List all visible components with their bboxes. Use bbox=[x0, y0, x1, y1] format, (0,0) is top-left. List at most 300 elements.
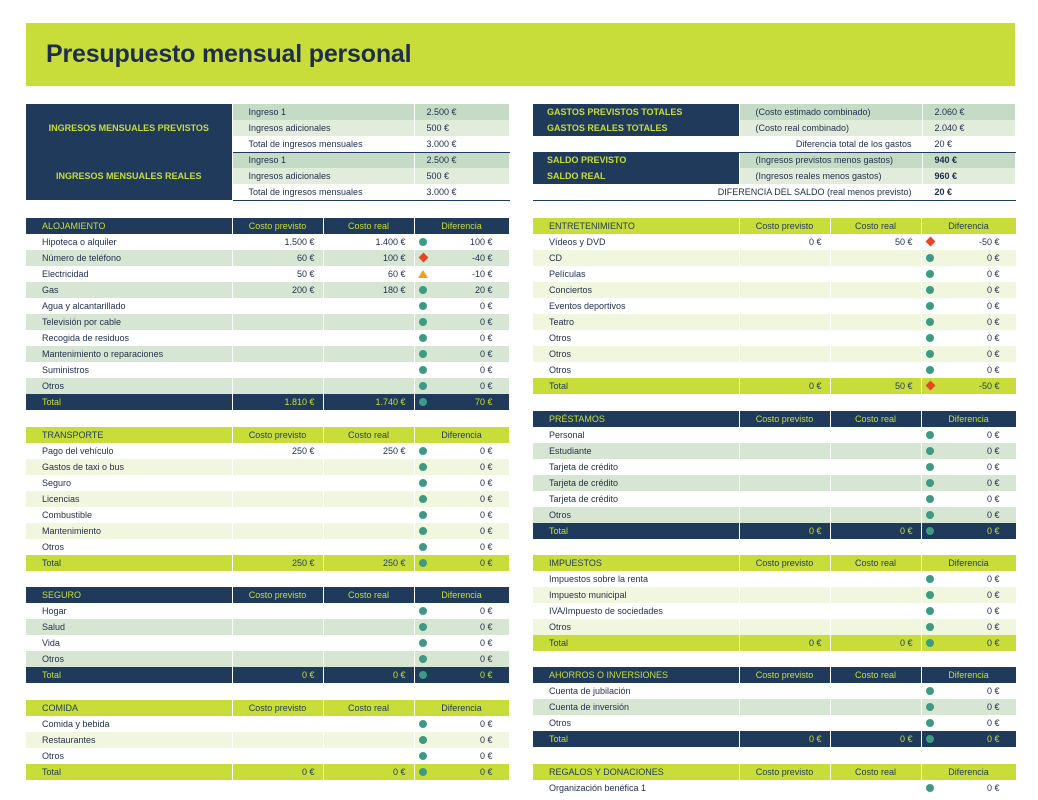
table-row bbox=[26, 459, 509, 475]
section-header bbox=[533, 555, 1016, 571]
green-circle-icon bbox=[926, 607, 934, 615]
green-circle-icon bbox=[419, 511, 427, 519]
column-header-diferencia: Diferencia bbox=[414, 587, 509, 603]
column-header-previsto: Costo previsto bbox=[232, 218, 323, 234]
cost-previsto-cell[interactable]: 1.500 € bbox=[232, 234, 323, 250]
total-previsto: 1.810 € bbox=[232, 394, 323, 410]
cost-previsto-cell[interactable] bbox=[232, 635, 323, 651]
cost-previsto-cell[interactable] bbox=[232, 298, 323, 314]
summary-desc: Diferencia total de los gastos bbox=[533, 136, 922, 152]
difference-cell bbox=[414, 523, 509, 539]
table-row bbox=[533, 507, 1016, 523]
difference-cell bbox=[414, 748, 509, 764]
row-label: Otros bbox=[533, 715, 739, 731]
difference-cell bbox=[921, 250, 1016, 266]
total-real: 0 € bbox=[830, 523, 921, 539]
difference-value: 0 € bbox=[479, 558, 493, 568]
total-difference bbox=[414, 555, 509, 571]
cost-real-cell[interactable] bbox=[323, 507, 414, 523]
cost-real-cell[interactable] bbox=[830, 683, 921, 699]
cost-real-cell[interactable] bbox=[323, 491, 414, 507]
summary-value[interactable]: 2.500 € bbox=[414, 104, 509, 120]
green-circle-icon bbox=[926, 511, 934, 519]
table-row bbox=[26, 250, 509, 266]
cost-previsto-cell[interactable] bbox=[739, 266, 830, 282]
cost-real-cell[interactable] bbox=[830, 619, 921, 635]
comida-table bbox=[26, 700, 510, 780]
difference-value: 0 € bbox=[479, 478, 493, 488]
cost-previsto-cell[interactable]: 50 € bbox=[232, 266, 323, 282]
cost-previsto-cell[interactable] bbox=[232, 378, 323, 394]
cost-previsto-cell[interactable] bbox=[739, 362, 830, 378]
cost-real-cell[interactable] bbox=[323, 330, 414, 346]
difference-value: 0 € bbox=[479, 719, 493, 729]
cost-previsto-cell[interactable] bbox=[739, 683, 830, 699]
cost-previsto-cell[interactable] bbox=[739, 780, 830, 796]
green-circle-icon bbox=[419, 559, 427, 567]
column-header-previsto: Costo previsto bbox=[739, 667, 830, 683]
cost-previsto-cell[interactable] bbox=[739, 603, 830, 619]
table-row bbox=[533, 587, 1016, 603]
table-row bbox=[26, 603, 509, 619]
total-difference bbox=[921, 635, 1016, 651]
table-row bbox=[533, 234, 1016, 250]
section-header bbox=[533, 667, 1016, 683]
green-circle-icon bbox=[419, 350, 427, 358]
green-circle-icon bbox=[419, 623, 427, 631]
cost-real-cell[interactable]: 100 € bbox=[323, 250, 414, 266]
difference-value: 0 € bbox=[479, 317, 493, 327]
cost-real-cell[interactable] bbox=[830, 314, 921, 330]
cost-previsto-cell[interactable] bbox=[739, 619, 830, 635]
cost-previsto-cell[interactable] bbox=[739, 282, 830, 298]
row-label: Número de teléfono bbox=[26, 250, 232, 266]
green-circle-icon bbox=[419, 238, 427, 246]
table-row bbox=[26, 330, 509, 346]
summary-value: 940 € bbox=[922, 152, 1015, 168]
total-row bbox=[26, 764, 509, 780]
difference-value: 0 € bbox=[479, 349, 493, 359]
cost-real-cell[interactable] bbox=[323, 635, 414, 651]
total-label: Total bbox=[533, 523, 739, 539]
row-label: Gas bbox=[26, 282, 232, 298]
green-circle-icon bbox=[419, 302, 427, 310]
cost-previsto-cell[interactable] bbox=[232, 459, 323, 475]
row-label: Mantenimiento o reparaciones bbox=[26, 346, 232, 362]
row-label: Vídeos y DVD bbox=[533, 234, 739, 250]
cost-previsto-cell[interactable]: 0 € bbox=[739, 234, 830, 250]
summary-desc: Total de ingresos mensuales bbox=[232, 136, 414, 152]
section-title: AHORROS O INVERSIONES bbox=[533, 667, 739, 683]
table-row bbox=[533, 266, 1016, 282]
table-row bbox=[533, 603, 1016, 619]
cost-real-cell[interactable] bbox=[830, 780, 921, 796]
table-row bbox=[26, 716, 509, 732]
difference-value: 0 € bbox=[479, 301, 493, 311]
table-row bbox=[533, 475, 1016, 491]
green-circle-icon bbox=[926, 575, 934, 583]
difference-cell bbox=[414, 732, 509, 748]
cost-real-cell[interactable] bbox=[830, 715, 921, 731]
green-circle-icon bbox=[419, 752, 427, 760]
summary-desc: (Costo real combinado) bbox=[739, 120, 922, 136]
cost-previsto-cell[interactable] bbox=[739, 491, 830, 507]
column-header-previsto: Costo previsto bbox=[739, 411, 830, 427]
table-row bbox=[26, 378, 509, 394]
difference-value: 0 € bbox=[986, 734, 1000, 744]
cost-previsto-cell[interactable] bbox=[739, 250, 830, 266]
difference-cell bbox=[414, 507, 509, 523]
cost-real-cell[interactable]: 250 € bbox=[323, 443, 414, 459]
cost-real-cell[interactable]: 50 € bbox=[830, 234, 921, 250]
difference-value: 0 € bbox=[986, 446, 1000, 456]
cost-previsto-cell[interactable] bbox=[232, 523, 323, 539]
difference-value: 0 € bbox=[986, 718, 1000, 728]
cost-previsto-cell[interactable] bbox=[739, 330, 830, 346]
summary-desc: Ingresos adicionales bbox=[232, 120, 414, 136]
summary-value: 3.000 € bbox=[414, 184, 509, 200]
cost-real-cell[interactable] bbox=[830, 282, 921, 298]
cost-real-cell[interactable] bbox=[830, 362, 921, 378]
red-diamond-icon bbox=[925, 381, 935, 391]
row-label: Otros bbox=[26, 651, 232, 667]
green-circle-icon bbox=[419, 720, 427, 728]
difference-value: -40 € bbox=[471, 253, 493, 263]
section-header bbox=[26, 700, 509, 716]
difference-cell bbox=[414, 716, 509, 732]
cost-real-cell[interactable] bbox=[323, 362, 414, 378]
green-circle-icon bbox=[419, 671, 427, 679]
summary-value: 20 € bbox=[922, 184, 1015, 200]
row-label: Pago del vehículo bbox=[26, 443, 232, 459]
column-header-previsto: Costo previsto bbox=[232, 427, 323, 443]
cost-real-cell[interactable] bbox=[830, 699, 921, 715]
green-circle-icon bbox=[926, 447, 934, 455]
difference-value: 0 € bbox=[479, 767, 493, 777]
table-row bbox=[533, 715, 1016, 731]
difference-cell bbox=[414, 362, 509, 378]
cost-previsto-cell[interactable] bbox=[232, 651, 323, 667]
difference-cell bbox=[414, 314, 509, 330]
cost-previsto-cell[interactable] bbox=[232, 475, 323, 491]
table-row bbox=[533, 459, 1016, 475]
total-previsto: 0 € bbox=[232, 667, 323, 683]
total-row bbox=[26, 394, 509, 410]
cost-real-cell[interactable] bbox=[323, 459, 414, 475]
section-header bbox=[26, 587, 509, 603]
row-label: Otros bbox=[26, 378, 232, 394]
cost-previsto-cell[interactable] bbox=[739, 507, 830, 523]
table-row bbox=[26, 282, 509, 298]
green-circle-icon bbox=[419, 543, 427, 551]
difference-cell bbox=[414, 619, 509, 635]
cost-previsto-cell[interactable] bbox=[232, 716, 323, 732]
difference-cell bbox=[921, 266, 1016, 282]
column-header-diferencia: Diferencia bbox=[921, 555, 1016, 571]
table-row bbox=[26, 314, 509, 330]
column-header-diferencia: Diferencia bbox=[921, 764, 1016, 780]
cost-previsto-cell[interactable] bbox=[739, 314, 830, 330]
cost-previsto-cell[interactable] bbox=[739, 459, 830, 475]
difference-value: 0 € bbox=[479, 638, 493, 648]
difference-cell bbox=[921, 619, 1016, 635]
cost-real-cell[interactable] bbox=[323, 651, 414, 667]
cost-previsto-cell[interactable] bbox=[739, 443, 830, 459]
green-circle-icon bbox=[926, 270, 934, 278]
difference-cell bbox=[921, 427, 1016, 443]
section-title: TRANSPORTE bbox=[26, 427, 232, 443]
summary-desc: (Ingresos previstos menos gastos) bbox=[739, 152, 922, 168]
green-circle-icon bbox=[926, 318, 934, 326]
cost-real-cell[interactable]: 1.400 € bbox=[323, 234, 414, 250]
column-header-previsto: Costo previsto bbox=[739, 764, 830, 780]
difference-cell bbox=[414, 346, 509, 362]
cost-previsto-cell[interactable] bbox=[232, 507, 323, 523]
table-row bbox=[26, 298, 509, 314]
cost-real-cell[interactable] bbox=[830, 491, 921, 507]
total-row bbox=[26, 667, 509, 683]
cost-previsto-cell[interactable] bbox=[739, 699, 830, 715]
difference-value: 0 € bbox=[986, 574, 1000, 584]
difference-cell bbox=[921, 459, 1016, 475]
table-row bbox=[533, 346, 1016, 362]
cost-previsto-cell[interactable] bbox=[739, 427, 830, 443]
green-circle-icon bbox=[926, 495, 934, 503]
row-label: Cuenta de jubilación bbox=[533, 683, 739, 699]
row-label: Mantenimiento bbox=[26, 523, 232, 539]
cost-real-cell[interactable] bbox=[323, 748, 414, 764]
cost-previsto-cell[interactable] bbox=[232, 330, 323, 346]
summary-value[interactable]: 2.500 € bbox=[414, 152, 509, 168]
cost-previsto-cell[interactable] bbox=[232, 314, 323, 330]
difference-cell bbox=[414, 250, 509, 266]
column-header-real: Costo real bbox=[323, 700, 414, 716]
difference-value: 0 € bbox=[986, 301, 1000, 311]
cost-real-cell[interactable] bbox=[830, 427, 921, 443]
total-difference bbox=[414, 394, 509, 410]
entretenimiento-table bbox=[533, 218, 1017, 394]
cost-real-cell[interactable] bbox=[323, 523, 414, 539]
difference-value: 0 € bbox=[986, 494, 1000, 504]
cost-real-cell[interactable] bbox=[830, 443, 921, 459]
difference-cell bbox=[921, 298, 1016, 314]
row-label: Otros bbox=[533, 330, 739, 346]
difference-cell bbox=[414, 443, 509, 459]
summary-value[interactable]: 500 € bbox=[414, 120, 509, 136]
table-row bbox=[26, 507, 509, 523]
cost-previsto-cell[interactable] bbox=[739, 475, 830, 491]
section-header bbox=[533, 764, 1016, 780]
difference-cell bbox=[414, 603, 509, 619]
row-label: Gastos de taxi o bus bbox=[26, 459, 232, 475]
cost-real-cell[interactable] bbox=[830, 475, 921, 491]
row-label: Suministros bbox=[26, 362, 232, 378]
summary-desc: Ingreso 1 bbox=[232, 152, 414, 168]
table-row bbox=[26, 234, 509, 250]
row-label: Hipoteca o alquiler bbox=[26, 234, 232, 250]
total-label: Total bbox=[26, 667, 232, 683]
table-row bbox=[26, 475, 509, 491]
cost-real-cell[interactable] bbox=[830, 587, 921, 603]
table-row bbox=[26, 491, 509, 507]
total-label: Total bbox=[533, 635, 739, 651]
difference-cell bbox=[414, 378, 509, 394]
cost-real-cell[interactable] bbox=[830, 266, 921, 282]
cost-previsto-cell[interactable] bbox=[232, 362, 323, 378]
difference-value: 0 € bbox=[479, 365, 493, 375]
income-real-label: INGRESOS MENSUALES REALES bbox=[26, 152, 232, 200]
cost-previsto-cell[interactable] bbox=[232, 539, 323, 555]
total-label: Total bbox=[26, 394, 232, 410]
total-real: 0 € bbox=[830, 731, 921, 747]
green-circle-icon bbox=[419, 286, 427, 294]
row-label: Organización benéfica 1 bbox=[533, 780, 739, 796]
summary-value: 960 € bbox=[922, 168, 1015, 184]
balance-summary-table bbox=[533, 104, 1016, 201]
row-label: Combustible bbox=[26, 507, 232, 523]
column-header-diferencia: Diferencia bbox=[921, 218, 1016, 234]
cost-previsto-cell[interactable] bbox=[739, 346, 830, 362]
cost-real-cell[interactable]: 180 € bbox=[323, 282, 414, 298]
cost-real-cell[interactable] bbox=[323, 603, 414, 619]
column-header-diferencia: Diferencia bbox=[921, 411, 1016, 427]
summary-desc: Total de ingresos mensuales bbox=[232, 184, 414, 200]
difference-cell bbox=[414, 491, 509, 507]
cost-previsto-cell[interactable] bbox=[232, 603, 323, 619]
cost-previsto-cell[interactable] bbox=[232, 748, 323, 764]
column-header-real: Costo real bbox=[830, 555, 921, 571]
total-row bbox=[26, 555, 509, 571]
row-label: Tarjeta de crédito bbox=[533, 459, 739, 475]
cost-real-cell[interactable] bbox=[323, 346, 414, 362]
cost-real-cell[interactable] bbox=[323, 378, 414, 394]
difference-value: 0 € bbox=[986, 783, 1000, 793]
table-row bbox=[26, 523, 509, 539]
cost-previsto-cell[interactable]: 250 € bbox=[232, 443, 323, 459]
cost-real-cell[interactable] bbox=[323, 314, 414, 330]
cost-real-cell[interactable] bbox=[323, 298, 414, 314]
summary-value: 3.000 € bbox=[414, 136, 509, 152]
difference-cell bbox=[921, 314, 1016, 330]
table-row bbox=[533, 571, 1016, 587]
green-circle-icon bbox=[419, 447, 427, 455]
cost-real-cell[interactable] bbox=[830, 603, 921, 619]
red-diamond-icon bbox=[925, 237, 935, 247]
cost-previsto-cell[interactable]: 200 € bbox=[232, 282, 323, 298]
section-header bbox=[533, 411, 1016, 427]
cost-real-cell[interactable] bbox=[830, 330, 921, 346]
difference-cell bbox=[414, 651, 509, 667]
row-label: Otros bbox=[533, 619, 739, 635]
table-row bbox=[26, 362, 509, 378]
difference-value: 20 € bbox=[474, 285, 493, 295]
cost-previsto-cell[interactable] bbox=[232, 619, 323, 635]
cost-real-cell[interactable] bbox=[323, 732, 414, 748]
column-header-previsto: Costo previsto bbox=[232, 700, 323, 716]
prestamos-table bbox=[533, 411, 1017, 539]
difference-value: 0 € bbox=[479, 494, 493, 504]
summary-desc: (Ingresos reales menos gastos) bbox=[739, 168, 922, 184]
cost-previsto-cell[interactable] bbox=[232, 491, 323, 507]
row-label: Otros bbox=[533, 362, 739, 378]
green-circle-icon bbox=[926, 254, 934, 262]
difference-value: 0 € bbox=[986, 317, 1000, 327]
cost-real-cell[interactable]: 60 € bbox=[323, 266, 414, 282]
cost-real-cell[interactable] bbox=[830, 346, 921, 362]
row-label: Televisión por cable bbox=[26, 314, 232, 330]
total-difference bbox=[921, 731, 1016, 747]
difference-value: 0 € bbox=[986, 526, 1000, 536]
cost-real-cell[interactable] bbox=[830, 507, 921, 523]
cost-real-cell[interactable] bbox=[323, 539, 414, 555]
cost-previsto-cell[interactable] bbox=[739, 587, 830, 603]
difference-cell bbox=[414, 539, 509, 555]
cost-previsto-cell[interactable] bbox=[739, 298, 830, 314]
difference-cell bbox=[921, 282, 1016, 298]
row-label: Restaurantes bbox=[26, 732, 232, 748]
cost-real-cell[interactable] bbox=[323, 619, 414, 635]
summary-desc: DIFERENCIA DEL SALDO (real menos previsto) bbox=[533, 184, 922, 200]
cost-real-cell[interactable] bbox=[830, 571, 921, 587]
cost-previsto-cell[interactable] bbox=[739, 715, 830, 731]
row-label: CD bbox=[533, 250, 739, 266]
table-row bbox=[533, 683, 1016, 699]
total-real: 0 € bbox=[323, 667, 414, 683]
cost-real-cell[interactable] bbox=[323, 716, 414, 732]
cost-previsto-cell[interactable] bbox=[232, 346, 323, 362]
difference-value: 0 € bbox=[986, 622, 1000, 632]
difference-value: 0 € bbox=[986, 478, 1000, 488]
green-circle-icon bbox=[926, 527, 934, 535]
row-label: Conciertos bbox=[533, 282, 739, 298]
difference-cell bbox=[921, 507, 1016, 523]
column-header-real: Costo real bbox=[830, 667, 921, 683]
cost-real-cell[interactable] bbox=[830, 459, 921, 475]
green-circle-icon bbox=[926, 431, 934, 439]
difference-value: 0 € bbox=[479, 446, 493, 456]
income-previsto-label: INGRESOS MENSUALES PREVISTOS bbox=[26, 104, 232, 152]
difference-cell bbox=[921, 699, 1016, 715]
column-header-real: Costo real bbox=[830, 764, 921, 780]
alojamiento-table bbox=[26, 218, 510, 410]
total-difference bbox=[921, 523, 1016, 539]
cost-real-cell[interactable] bbox=[830, 298, 921, 314]
cost-previsto-cell[interactable] bbox=[739, 571, 830, 587]
summary-value[interactable]: 500 € bbox=[414, 168, 509, 184]
summary-desc: (Costo estimado combinado) bbox=[739, 104, 922, 120]
cost-real-cell[interactable] bbox=[323, 475, 414, 491]
difference-value: -50 € bbox=[978, 237, 1000, 247]
difference-value: 0 € bbox=[479, 526, 493, 536]
cost-previsto-cell[interactable] bbox=[232, 732, 323, 748]
red-diamond-icon bbox=[418, 253, 428, 263]
cost-previsto-cell[interactable]: 60 € bbox=[232, 250, 323, 266]
cost-real-cell[interactable] bbox=[830, 250, 921, 266]
green-circle-icon bbox=[419, 382, 427, 390]
column-header-real: Costo real bbox=[830, 218, 921, 234]
row-label: Otros bbox=[26, 748, 232, 764]
green-circle-icon bbox=[419, 495, 427, 503]
green-circle-icon bbox=[419, 768, 427, 776]
difference-cell bbox=[921, 443, 1016, 459]
difference-value: 100 € bbox=[469, 237, 493, 247]
table-row bbox=[533, 619, 1016, 635]
green-circle-icon bbox=[926, 703, 934, 711]
difference-value: 0 € bbox=[479, 735, 493, 745]
green-circle-icon bbox=[926, 479, 934, 487]
summary-value: 2.040 € bbox=[922, 120, 1015, 136]
difference-value: 0 € bbox=[479, 462, 493, 472]
